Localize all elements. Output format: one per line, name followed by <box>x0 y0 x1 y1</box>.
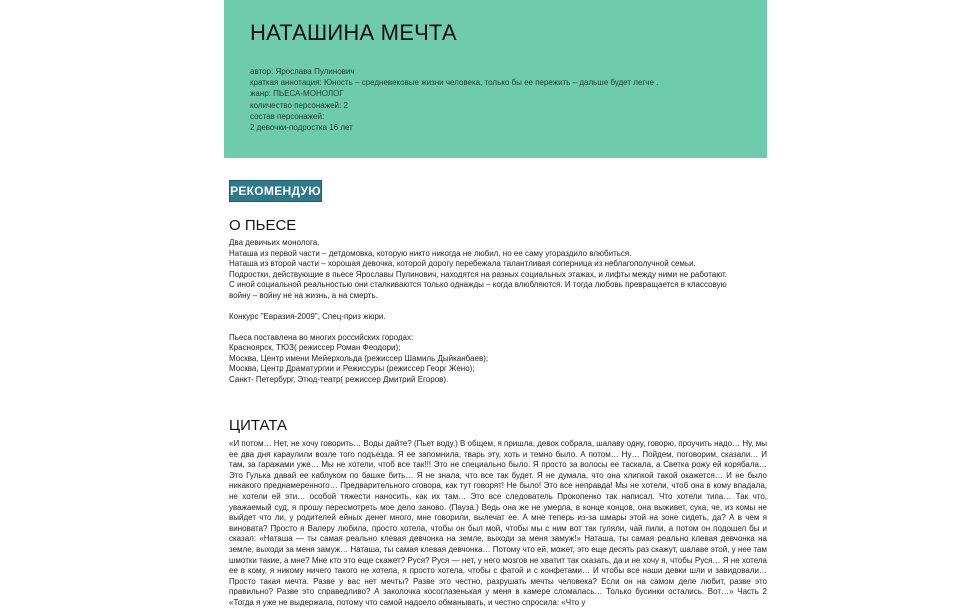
quote-heading: ЦИТАТА <box>229 417 288 434</box>
about-productions-label: Пьеса поставлена во многих российских городах: <box>229 332 414 342</box>
about-line: войну – войну не на жизнь, а на смерть. <box>229 290 378 300</box>
about-production: Санкт- Петербург, Этюд-театр( режиссер Дмитрий Егоров). <box>229 374 449 384</box>
meta-author: автор: Ярослава Пулинович <box>250 67 355 76</box>
about-production: Москва, Центр имени Мейерхольда (режиссер Шамиль Дыйканбаев); <box>229 353 489 363</box>
play-title: НАТАШИНА МЕЧТА <box>250 20 457 45</box>
spacer <box>229 301 759 312</box>
about-line: Наташа из второй части – хорошая девочка, которой дорогу перебежала талантливая соперница из неблагополучной семьи. <box>229 259 696 268</box>
about-production: Москва, Центр Драматургии и Режиссуры (режиссер Георг Жено); <box>229 364 475 373</box>
about-line: С иной социальной реальностью они сталкиваются только однажды – когда влюбляются. И тогда любовь превращается в классовую <box>229 280 727 289</box>
about-line: Подростки, действующие в пьесе Ярославы Пулинович, находятся на разных социальных этажах, и лифты между ними не работают. <box>229 269 728 279</box>
about-contest: Конкурс "Евразия-2009", Спец-приз жюри. <box>229 311 386 321</box>
spacer <box>229 322 759 333</box>
meta-cast: 2 девочки-подростка 16 лет <box>250 123 353 133</box>
meta-character-count: количество персонажей: 2 <box>250 100 348 110</box>
about-line: Наташа из первой части – детдомовка, которую никто никогда не любил, но ее саму угораздило влюбиться. <box>229 248 632 258</box>
recommend-button[interactable]: РЕКОМЕНДУЮ <box>229 180 322 202</box>
meta-annotation: краткая аннотация: Юность – средневековые жизни человека, только бы ее пережить – дальше будет легче . <box>250 78 659 88</box>
about-line: Два девичьих монолога. <box>229 238 320 247</box>
about-production: Красноярск, ТЮЗ( режиссер Роман Феодори); <box>229 343 401 352</box>
about-heading: О ПЬЕСЕ <box>229 217 297 234</box>
meta-genre: жанр: ПЬЕСА-МОНОЛОГ <box>250 89 344 99</box>
about-body <box>229 238 759 385</box>
play-meta <box>250 66 658 133</box>
quote-text: «И потом… Нет, не хочу говорить… Воды дайте? (Пьет воду.) В общем, я пришла, девок собрала, шалаву одну, говорю, проучить надо… Ну, мы ее два дня караулили возле того подъезда. Я ее запомнила, тварь эту, хоть и темно было. А потом… Ну… Пойдем, поговорим, сказали… И там, за гаражами уже… Мы не хотели, чтоб все так!!! Это не специально было. Я просто за волосы ее таскала, а Светка рожу ей корябала… Это Гулька давай ее каблуком по башке бить… Я не знала, что все так будет. Я не думала, что она хлипкой такой окажется… И не было никакого преднамеренного… Предварительного сговора, как тут говорят! Не было! Это все неправда! Мы не хотели, чтоб она в кому впадала, не хотели ей эти… особой тяжести наносить, как их там… Это все следователь Прокопенко так написал. Что хотели типа… Так что, уважаемый суд, я прошу пересмотреть мое дело заново. (Пауза.) Ведь она же не умерла, в конце концов, она выживет, сука, че, из комы не выйдет что ли, у родителей ейных денег много, мне говорили, вылечат ее. А мне теперь из-за шмары этой на зоне сидеть, да? А в чем я виновата? Просто я Валеру любила, просто хотела, чтобы он был мой, чтобы мы с ним вот так гуляли, чай пили, а потом он подошел бы и сказал: «Наташа — ты самая реально клевая девчонка на земле, выходи за меня замуж!» Наташа, ты самая реально клевая девчонка на земле, выходи за меня замуж… Наташа, ты самая клевая девчонка… Потому что ей, может, это еще десять раз скажут, шалаве этой, у нее там шмотки такие, а мне? Мне кто это еще скажет? Руся? Руся — нет, у него мозгов не хватит так сказать, да и не хочу я, чтобы Руся… Я не хотела ее в кому, я никому ничего такого не хотела, я просто хотела, чтобы с фатой и с конфетами… И чтобы все наши девки шли и завидовали… Просто такая мечта. Разве у вас нет мечты? Разве это честно, разрушать мечты человека? Если он на самом деле любит, разве это правильно? Разве это справедливо? А заколочка косоглазенькая у меня в камере сломалась… Только бусинки остались. Вот…» Часть 2 «Тогда я уже не выдержала, потому что самой надоело обманывать, и честно спросила: «Что у <box>229 439 767 607</box>
play-header <box>224 0 767 158</box>
meta-cast-label: состав персонажей: <box>250 111 325 121</box>
page <box>224 0 767 607</box>
